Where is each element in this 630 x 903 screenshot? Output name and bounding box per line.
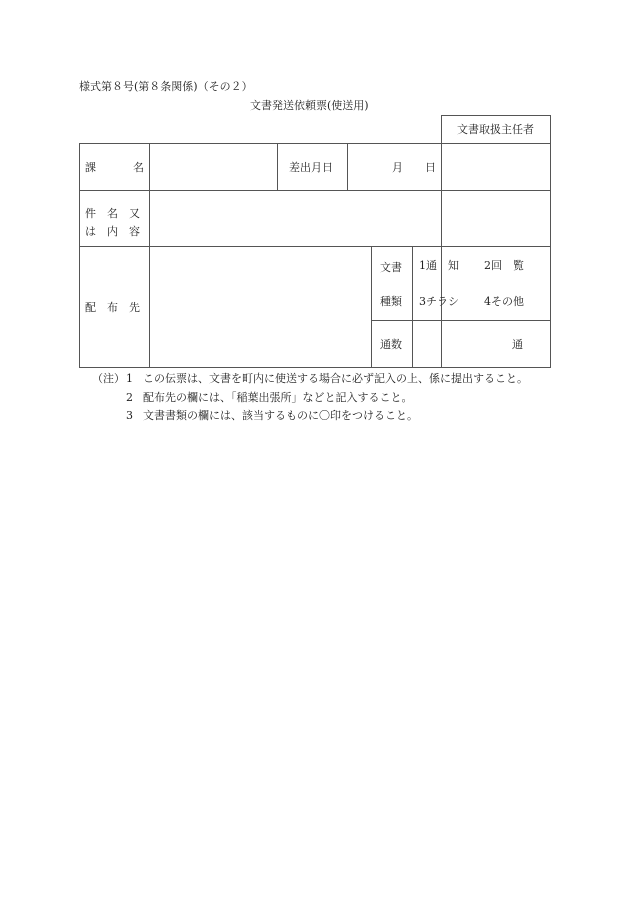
officer-stamp-field[interactable]: [442, 144, 550, 190]
dept-name-field[interactable]: [150, 144, 277, 190]
divider: [79, 367, 551, 368]
notes-label: （注）: [92, 372, 125, 385]
option-other[interactable]: 4その他: [484, 295, 524, 308]
count-unit: 通: [512, 338, 523, 351]
option-flyer[interactable]: 3チラシ: [419, 295, 459, 308]
note-text: この伝票は、文書を町内に使送する場合に必ず記入の上、係に提出すること。: [143, 372, 528, 385]
divider: [79, 143, 80, 367]
note-text: 文書書類の欄には、該当するものに〇印をつけること。: [143, 409, 418, 422]
officer-label: 文書取扱主任者: [457, 123, 534, 136]
date-label: 差出月日: [289, 161, 333, 174]
doc-type-label-2: 種類: [380, 295, 402, 308]
divider: [347, 143, 348, 190]
divider: [277, 143, 278, 190]
form-number: 様式第８号(第８条関係)（その２）: [79, 80, 253, 93]
dept-label-2: 名: [133, 161, 144, 174]
divider: [550, 115, 551, 367]
subject-label-2: は 内 容: [85, 225, 140, 238]
option-circular[interactable]: 2回 覧: [484, 259, 524, 272]
note-number: 1: [126, 372, 133, 385]
count-field[interactable]: [413, 321, 508, 367]
doc-type-label-1: 文書: [380, 261, 402, 274]
day-label: 日: [425, 161, 436, 174]
destination-field[interactable]: [150, 247, 371, 367]
subject-field[interactable]: [150, 191, 550, 246]
note-number: 3: [126, 409, 133, 422]
dept-label: 課: [85, 161, 96, 174]
count-label: 通数: [380, 338, 402, 351]
form-title: 文書発送依頼票(使送用): [250, 99, 369, 112]
option-notice[interactable]: 1通 知: [419, 259, 459, 272]
divider: [371, 246, 372, 367]
month-label: 月: [392, 161, 403, 174]
destination-label: 配 布 先: [85, 301, 140, 314]
note-text: 配布先の欄には、「稲葉出張所」などと記入すること。: [143, 391, 413, 404]
subject-label-1: 件 名 又: [85, 207, 140, 220]
note-number: 2: [126, 391, 133, 404]
divider: [441, 115, 551, 116]
